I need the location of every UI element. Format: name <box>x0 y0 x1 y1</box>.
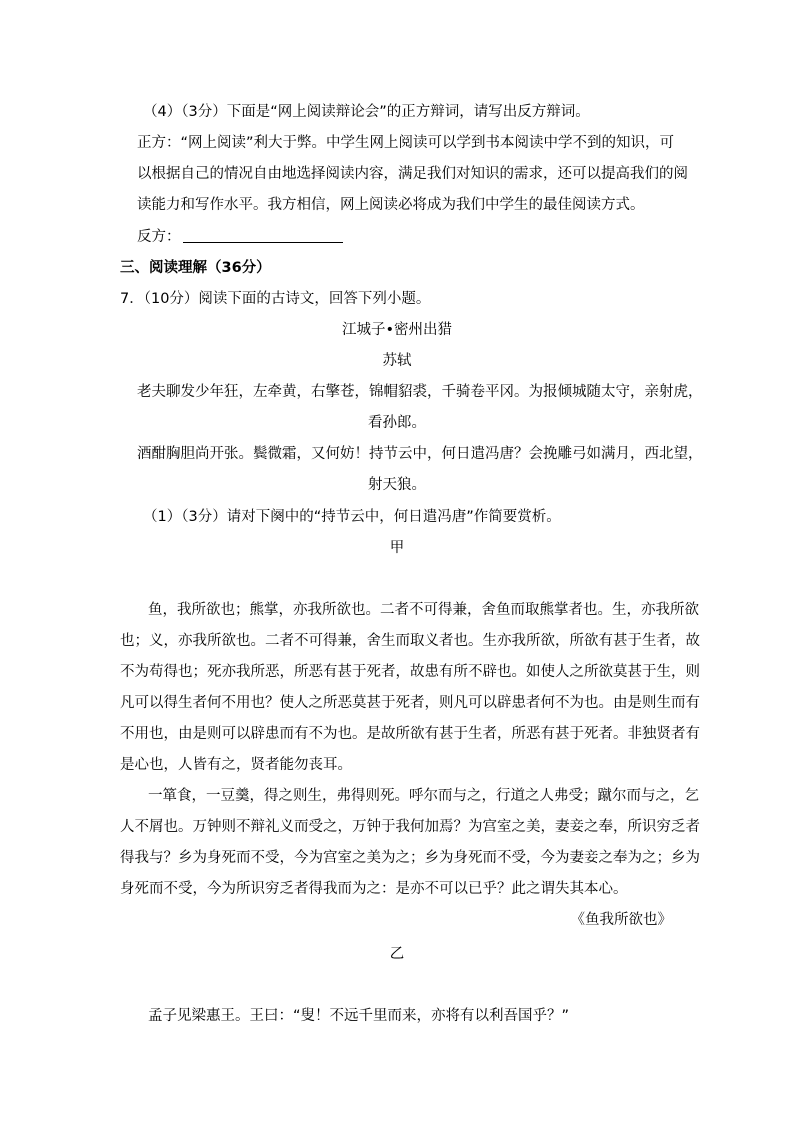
jia-line-10: 身死而不受，今为所识穷乏者得我而为之：是亦不可以已乎？此之谓失其本心。 <box>120 881 628 897</box>
q7-prompt: 7．（10分）阅读下面的古诗文，回答下列小题。 <box>120 291 431 307</box>
jia-line-9: 得我与？乡为身死而不受，今为宫室之美为之；乡为身死而不受，今为妻妾之奉为之；乡为 <box>120 850 700 866</box>
q4-pro-line-2: 以根据自己的情况自由地选择阅读内容，满足我们对知识的需求，还可以提高我们的阅 <box>137 166 688 182</box>
poem-line-4: 射天狼。 <box>368 477 426 493</box>
jia-line-5: 不用也，由是则可以辟患而有不为也。是故所欲有甚于生者，所恶有甚于死者。非独贤者有 <box>120 726 700 742</box>
answer-blank[interactable] <box>183 241 343 243</box>
jia-line-4: 凡可以得生者何不用也？使人之所恶莫甚于死者，则凡可以辟患者何不为也。由是则生而有 <box>120 695 700 711</box>
q4-prompt: （4）（3分）下面是“网上阅读辩论会”的正方辩词，请写出反方辩词。 <box>143 104 590 120</box>
jia-line-8: 人不屑也。万钟则不辩礼义而受之，万钟于我何加焉？为宫室之美，妻妾之奉，所识穷乏者 <box>120 819 700 835</box>
jia-line-6: 是心也，人皆有之，贤者能勿丧耳。 <box>120 757 352 773</box>
q7-sub1: （1）（3分）请对下阕中的“持节云中，何日遣冯唐”作简要赏析。 <box>143 509 561 525</box>
passage-jia-label: 甲 <box>389 540 405 556</box>
section-heading: 三、阅读理解（36分） <box>120 260 271 276</box>
jia-line-7: 一箪食，一豆羹，得之则生，弗得则死。呼尔而与之，行道之人弗受；蹴尔而与之，乞 <box>148 788 699 804</box>
passage-yi-label: 乙 <box>389 946 405 962</box>
q4-pro-line-3: 读能力和写作水平。我方相信，网上阅读必将成为我们中学生的最佳阅读方式。 <box>137 197 645 213</box>
poem-line-1: 老夫聊发少年狂，左牵黄，右擎苍，锦帽貂裘，千骑卷平冈。为报倾城随太守，亲射虎， <box>137 384 703 400</box>
q4-con-line <box>137 227 343 247</box>
poem-line-2: 看孙郎。 <box>368 415 426 431</box>
jia-line-2: 也；义，亦我所欲也。二者不可得兼，舍生而取义者也。生亦我所欲，所欲有甚于生者，故 <box>120 633 700 649</box>
jia-source: 《鱼我所欲也》 <box>570 912 672 928</box>
poem-title: 江城子•密州出猎 <box>341 322 453 338</box>
q4-con-label: 反方： <box>137 229 181 245</box>
yi-line-1: 孟子见梁惠王。王曰：“叟！不远千里而来，亦将有以利吾国乎？” <box>148 1008 570 1024</box>
poem-author: 苏轼 <box>382 353 412 369</box>
jia-line-3: 不为苟得也；死亦我所恶，所恶有甚于死者，故患有所不辟也。如使人之所欲莫甚于生，则 <box>120 664 700 680</box>
q4-pro-line-1: 正方：“网上阅读”利大于弊。中学生网上阅读可以学到书本阅读中学不到的知识，可 <box>137 135 675 151</box>
poem-line-3: 酒酣胸胆尚开张。鬓微霜，又何妨！持节云中，何日遣冯唐？会挽雕弓如满月，西北望， <box>137 446 703 462</box>
jia-line-1: 鱼，我所欲也；熊掌，亦我所欲也。二者不可得兼，舍鱼而取熊掌者也。生，亦我所欲 <box>148 602 699 618</box>
